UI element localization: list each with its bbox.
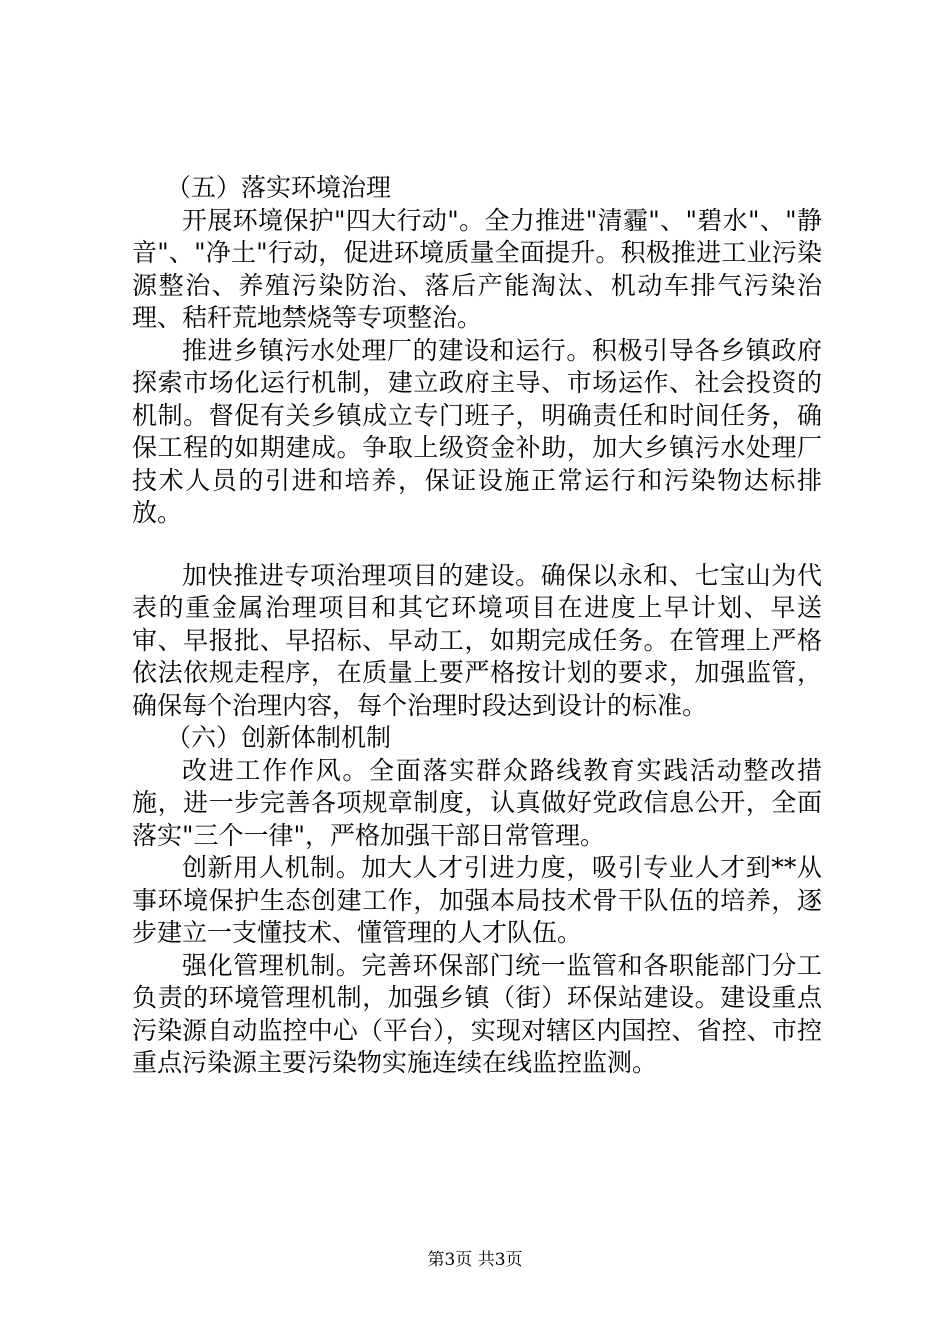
paragraph-special-projects: 加快推进专项治理项目的建设。确保以永和、七宝山为代表的重金属治理项目和其它环境项目在进度上早计划、早送审、早报批、早招标、早动工，如期完成任务。在管理上严格依法依规走程序，在质量上要严格按计划的要求，加强监管，确保每个治理内容，每个治理时段达到设计的标准。 [132,560,822,720]
paragraph-four-actions: 开展环境保护"四大行动"。全力推进"清霾"、"碧水"、"静音"、"净土"行动，促进环境质量全面提升。积极推进工业污染源整治、养殖污染防治、落后产能淘汰、机动车排气污染治理、秸秆荒地禁烧等专项整治。 [132,205,822,332]
paragraph-sewage-plants: 推进乡镇污水处理厂的建设和运行。积极引导各乡镇政府探索市场化运行机制，建立政府主导、市场运作、社会投资的机制。督促有关乡镇成立专门班子，明确责任和时间任务，确保工程的如期建成。争取上级资金补助，加大乡镇污水处理厂技术人员的引进和培养，保证设施正常运行和污染物达标排放。 [132,335,822,527]
paragraph-talent-mechanism: 创新用人机制。加大人才引进力度，吸引专业人才到**从事环境保护生态创建工作，加强本局技术骨干队伍的培养，逐步建立一支懂技术、懂管理的人才队伍。 [132,853,822,947]
paragraph-work-style: 改进工作作风。全面落实群众路线教育实践活动整改措施，进一步完善各项规章制度，认真做好党政信息公开，全面落实"三个一律"，严格加强干部日常管理。 [132,755,822,850]
paragraph-gap [132,530,822,560]
section-heading-5: （五）落实环境治理 [166,173,392,202]
document-body [132,172,822,1080]
paragraph-management-mechanism: 强化管理机制。完善环保部门统一监管和各职能部门分工负责的环境管理机制，加强乡镇（街）环保站建设。建设重点污染源自动监控中心（平台），实现对辖区内国控、省控、市控重点污染源主要污染物实施连续在线监控监测。 [132,950,822,1077]
section-heading-6: （六）创新体制机制 [166,723,392,752]
page-number-footer: 第3页 共3页 [427,1250,523,1270]
